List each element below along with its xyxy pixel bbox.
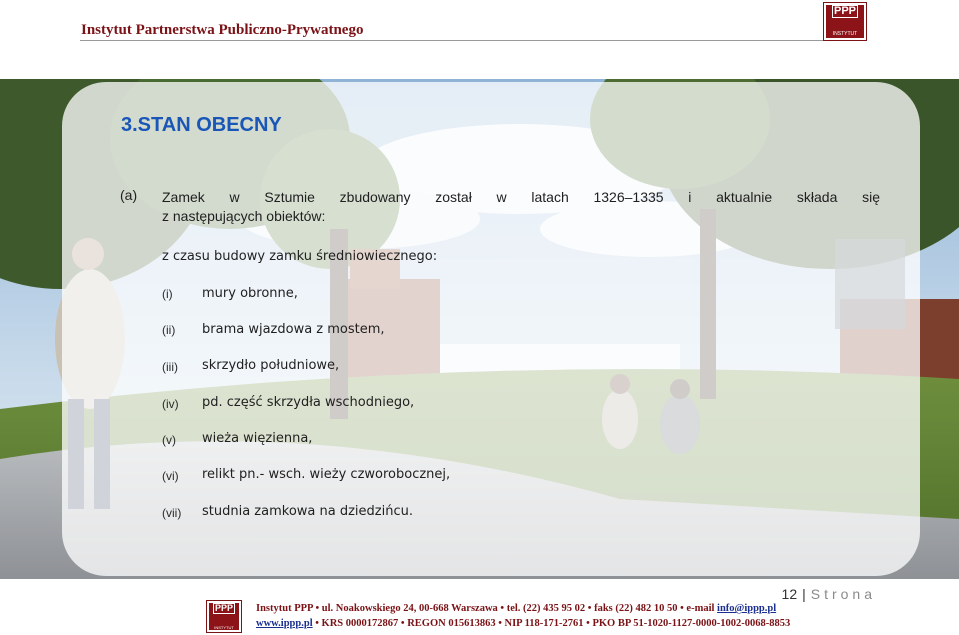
list-item-number: (v) (162, 433, 176, 447)
logo-ppp-text: PPP (833, 5, 856, 17)
footer-ippp-logo (206, 600, 242, 633)
header-title: Instytut Partnerstwa Publiczno-Prywatnego (81, 22, 364, 38)
list-item-number: (vii) (162, 506, 182, 520)
logo-institute-text: INSTYTUT (832, 31, 858, 37)
list-item-text: wieża więzienna, (202, 431, 313, 446)
slide-title: 3.STAN OBECNY (121, 114, 282, 136)
page-number-separator: | (802, 586, 806, 602)
subheading: z czasu budowy zamku średniowiecznego: (162, 249, 438, 264)
list-item-number: (i) (162, 287, 173, 301)
paragraph-label: (a) (120, 187, 138, 203)
list-item-number: (ii) (162, 323, 176, 337)
content-panel (62, 82, 920, 576)
ippp-logo (823, 2, 867, 41)
page-number (782, 586, 876, 602)
list-item-number: (iii) (162, 360, 178, 374)
list-item-text: mury obronne, (202, 286, 298, 301)
page-number-word: Strona (810, 586, 876, 602)
list-item-text: relikt pn.- wsch. wieży czworobocznej, (202, 467, 451, 482)
list-item-text: studnia zamkowa na dziedzińcu. (202, 504, 413, 519)
footer-registry-line: www.ippp.pl • KRS 0000172867 • REGON 015613863 • NIP 118-171-2761 • PKO BP 51-1020-1127-0000-1002-0068-8853 (256, 618, 791, 629)
footer-logo-ppp-text: PPP (214, 603, 233, 613)
list-item-text: pd. część skrzydła wschodniego, (202, 395, 415, 410)
paragraph-line-1: Zamek w Sztumie zbudowany został w latach 1326–1335 i aktualnie składa się (162, 189, 880, 205)
header-divider (80, 40, 866, 41)
page-number-value: 12 (781, 586, 798, 602)
list-item-text: skrzydło południowe, (202, 358, 340, 373)
list-item-number: (iv) (162, 397, 179, 411)
footer-website-link[interactable]: www.ippp.pl (256, 618, 313, 629)
footer-contact-line: Instytut PPP • ul. Noakowskiego 24, 00-668 Warszawa • tel. (22) 435 95 02 • faks (22) 482 10 50 • e-mail info@ippp.pl (256, 603, 777, 614)
list-item-number: (vi) (162, 469, 179, 483)
paragraph-line-2: z następujących obiektów: (162, 208, 326, 224)
list-item-text: brama wjazdowa z mostem, (202, 322, 385, 337)
footer-email-link[interactable]: info@ippp.pl (717, 603, 777, 614)
footer-logo-institute-text: INSTYTUT (214, 625, 234, 630)
